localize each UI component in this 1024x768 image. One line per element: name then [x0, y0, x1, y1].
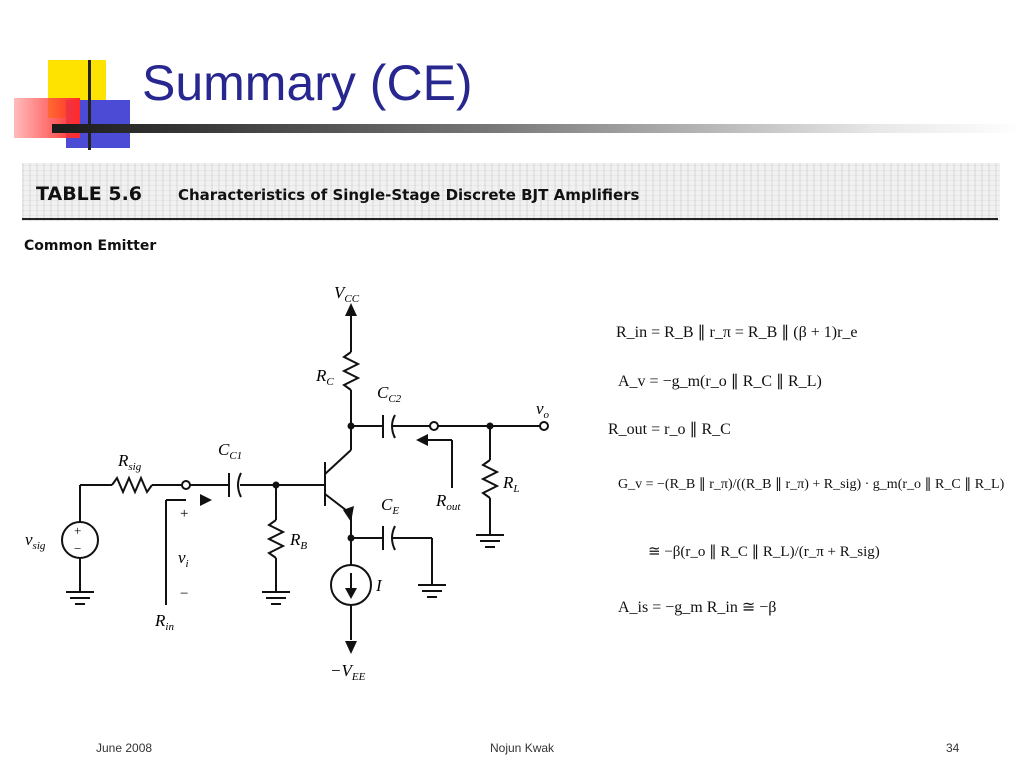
- slide-title: Summary (CE): [142, 55, 473, 111]
- equation-gv-approx: ≅ −β(r_o ∥ R_C ∥ R_L)/(r_π + R_sig): [648, 544, 880, 560]
- equation-gv: G_v = −(R_B ∥ r_π)/((R_B ∥ r_π) + R_sig) · g_m(r_o ∥ R_C ∥ R_L): [618, 477, 1005, 492]
- vcc-label: $V_{CC}$: [334, 283, 360, 305]
- rc-label: $R_C$: [316, 366, 334, 388]
- cc1-label: $C_{C1}$: [218, 440, 243, 462]
- ce-label: $C_E$: [381, 495, 400, 517]
- table-caption: Characteristics of Single-Stage Discrete BJT Amplifiers: [178, 186, 640, 204]
- vo-label: $v_o$: [536, 399, 550, 421]
- footer-page-number: 34: [946, 741, 960, 755]
- vsig-label: $v_{sig}$: [25, 530, 46, 552]
- equation-ais: A_is = −g_m R_in ≅ −β: [618, 599, 777, 616]
- vi-plus: +: [180, 506, 189, 522]
- rb-label: $R_B$: [290, 530, 308, 552]
- vee-label: $-V_{EE}$: [330, 661, 366, 683]
- rout-label: $R_{out}$: [436, 491, 461, 513]
- equation-rin: R_in = R_B ∥ r_π = R_B ∥ (β + 1)r_e: [616, 324, 858, 341]
- equation-av: A_v = −g_m(r_o ∥ R_C ∥ R_L): [618, 373, 822, 390]
- equation-rout: R_out = r_o ∥ R_C: [608, 421, 731, 438]
- rsig-label: $R_{sig}$: [118, 451, 142, 473]
- vi-minus: −: [180, 586, 189, 602]
- footer-author: Nojun Kwak: [490, 741, 555, 755]
- source-plus: +: [74, 523, 82, 538]
- source-minus: −: [74, 541, 82, 556]
- table-label: TABLE 5.6: [36, 183, 143, 205]
- cc2-label: $C_{C2}$: [377, 383, 402, 405]
- rl-label: $R_L$: [503, 473, 520, 495]
- section-heading: Common Emitter: [24, 238, 157, 254]
- footer-date: June 2008: [96, 741, 153, 755]
- current-source-label: I: [376, 576, 382, 595]
- rin-label: $R_{in}$: [155, 611, 174, 633]
- vi-label: $v_i$: [178, 548, 189, 570]
